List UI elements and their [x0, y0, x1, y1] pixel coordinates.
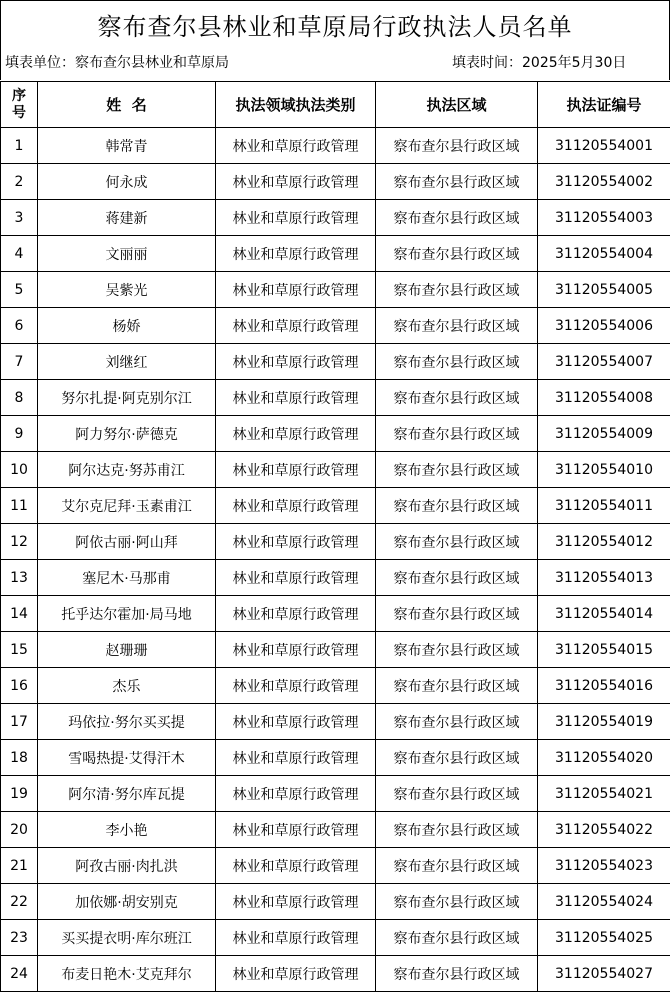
cell-seq: 23	[1, 920, 38, 956]
cell-region: 察布查尔县行政区域	[376, 524, 538, 560]
header-category: 执法领域执法类别	[216, 82, 376, 128]
cell-region: 察布查尔县行政区域	[376, 956, 538, 992]
cell-region: 察布查尔县行政区域	[376, 560, 538, 596]
cell-seq: 20	[1, 812, 38, 848]
table-row	[1, 920, 670, 956]
cell-region: 察布查尔县行政区域	[376, 416, 538, 452]
cell-seq: 12	[1, 524, 38, 560]
cell-region: 察布查尔县行政区域	[376, 776, 538, 812]
cell-name: 玛依拉·努尔买买提	[38, 704, 216, 740]
cell-seq: 7	[1, 344, 38, 380]
cell-seq: 22	[1, 884, 38, 920]
cell-cert: 31120554012	[538, 524, 670, 560]
header-seq	[1, 82, 38, 128]
table-row	[1, 848, 670, 884]
cell-region: 察布查尔县行政区域	[376, 272, 538, 308]
cell-category: 林业和草原行政管理	[216, 308, 376, 344]
cell-category: 林业和草原行政管理	[216, 884, 376, 920]
cell-category: 林业和草原行政管理	[216, 128, 376, 164]
cell-region: 察布查尔县行政区域	[376, 200, 538, 236]
table-row	[1, 416, 670, 452]
table-row	[1, 236, 670, 272]
cell-category: 林业和草原行政管理	[216, 272, 376, 308]
cell-cert: 31120554009	[538, 416, 670, 452]
cell-name: 塞尼木·马那甫	[38, 560, 216, 596]
cell-region: 察布查尔县行政区域	[376, 848, 538, 884]
cell-name: 托乎达尔霍加·局马地	[38, 596, 216, 632]
cell-category: 林业和草原行政管理	[216, 812, 376, 848]
table-row	[1, 560, 670, 596]
header-seq-line1: 序	[12, 87, 26, 104]
cell-name: 阿尔清·努尔库瓦提	[38, 776, 216, 812]
cell-cert: 31120554020	[538, 740, 670, 776]
cell-cert: 31120554007	[538, 344, 670, 380]
cell-category: 林业和草原行政管理	[216, 848, 376, 884]
cell-region: 察布查尔县行政区域	[376, 452, 538, 488]
meta-row	[0, 47, 670, 80]
cell-name: 李小艳	[38, 812, 216, 848]
cell-seq: 11	[1, 488, 38, 524]
cell-region: 察布查尔县行政区域	[376, 236, 538, 272]
cell-region: 察布查尔县行政区域	[376, 704, 538, 740]
cell-seq: 24	[1, 956, 38, 992]
cell-category: 林业和草原行政管理	[216, 524, 376, 560]
cell-name: 买买提衣明·库尔班江	[38, 920, 216, 956]
header-region: 执法区域	[376, 82, 538, 128]
cell-seq: 18	[1, 740, 38, 776]
table-row	[1, 740, 670, 776]
cell-cert: 31120554015	[538, 632, 670, 668]
table-row	[1, 668, 670, 704]
cell-cert: 31120554004	[538, 236, 670, 272]
table-header-row	[1, 82, 670, 128]
cell-name: 蒋建新	[38, 200, 216, 236]
cell-cert: 31120554001	[538, 128, 670, 164]
table-row	[1, 488, 670, 524]
cell-seq: 19	[1, 776, 38, 812]
cell-category: 林业和草原行政管理	[216, 164, 376, 200]
cell-cert: 31120554025	[538, 920, 670, 956]
table-row	[1, 380, 670, 416]
cell-region: 察布查尔县行政区域	[376, 920, 538, 956]
cell-cert: 31120554022	[538, 812, 670, 848]
cell-seq: 21	[1, 848, 38, 884]
cell-region: 察布查尔县行政区域	[376, 128, 538, 164]
cell-category: 林业和草原行政管理	[216, 200, 376, 236]
table-row	[1, 272, 670, 308]
cell-name: 加依娜·胡安别克	[38, 884, 216, 920]
cell-region: 察布查尔县行政区域	[376, 308, 538, 344]
cell-seq: 6	[1, 308, 38, 344]
table-row	[1, 128, 670, 164]
cell-cert: 31120554013	[538, 560, 670, 596]
table-row	[1, 776, 670, 812]
cell-cert: 31120554003	[538, 200, 670, 236]
cell-name: 刘继红	[38, 344, 216, 380]
cell-name: 阿力努尔·萨德克	[38, 416, 216, 452]
cell-category: 林业和草原行政管理	[216, 956, 376, 992]
cell-cert: 31120554021	[538, 776, 670, 812]
table-row	[1, 632, 670, 668]
cell-name: 赵珊珊	[38, 632, 216, 668]
cell-region: 察布查尔县行政区域	[376, 488, 538, 524]
cell-name: 韩常青	[38, 128, 216, 164]
table-row	[1, 524, 670, 560]
table-row	[1, 956, 670, 992]
cell-name: 艾尔克尼拜·玉素甫江	[38, 488, 216, 524]
cell-name: 吴紫光	[38, 272, 216, 308]
cell-region: 察布查尔县行政区域	[376, 812, 538, 848]
cell-category: 林业和草原行政管理	[216, 416, 376, 452]
cell-cert: 31120554002	[538, 164, 670, 200]
table-row	[1, 344, 670, 380]
header-cert: 执法证编号	[538, 82, 670, 128]
cell-seq: 10	[1, 452, 38, 488]
cell-cert: 31120554019	[538, 704, 670, 740]
cell-cert: 31120554014	[538, 596, 670, 632]
table-row	[1, 596, 670, 632]
cell-cert: 31120554024	[538, 884, 670, 920]
cell-category: 林业和草原行政管理	[216, 740, 376, 776]
cell-region: 察布查尔县行政区域	[376, 632, 538, 668]
cell-region: 察布查尔县行政区域	[376, 344, 538, 380]
cell-name: 布麦日艳木·艾克拜尔	[38, 956, 216, 992]
table-row	[1, 452, 670, 488]
cell-region: 察布查尔县行政区域	[376, 884, 538, 920]
header-seq-line2: 号	[12, 104, 26, 121]
filling-unit: 填表单位：察布查尔县林业和草原局	[5, 55, 229, 71]
cell-category: 林业和草原行政管理	[216, 596, 376, 632]
cell-name: 何永成	[38, 164, 216, 200]
cell-seq: 1	[1, 128, 38, 164]
table-row	[1, 200, 670, 236]
cell-name: 阿孜古丽·肉扎洪	[38, 848, 216, 884]
document-title: 察布查尔县林业和草原局行政执法人员名单	[0, 0, 670, 47]
cell-cert: 31120554011	[538, 488, 670, 524]
cell-seq: 15	[1, 632, 38, 668]
cell-cert: 31120554027	[538, 956, 670, 992]
table-body	[1, 128, 670, 992]
cell-name: 雪喝热提·艾得汗木	[38, 740, 216, 776]
cell-cert: 31120554005	[538, 272, 670, 308]
cell-name: 阿尔达克·努苏甫江	[38, 452, 216, 488]
cell-cert: 31120554008	[538, 380, 670, 416]
cell-seq: 8	[1, 380, 38, 416]
table-row	[1, 884, 670, 920]
cell-category: 林业和草原行政管理	[216, 704, 376, 740]
table-row	[1, 308, 670, 344]
personnel-table	[0, 81, 670, 992]
cell-category: 林业和草原行政管理	[216, 668, 376, 704]
cell-name: 文丽丽	[38, 236, 216, 272]
table-row	[1, 164, 670, 200]
cell-seq: 14	[1, 596, 38, 632]
cell-category: 林业和草原行政管理	[216, 236, 376, 272]
table-row	[1, 704, 670, 740]
cell-seq: 2	[1, 164, 38, 200]
cell-region: 察布查尔县行政区域	[376, 668, 538, 704]
cell-category: 林业和草原行政管理	[216, 488, 376, 524]
cell-seq: 9	[1, 416, 38, 452]
cell-category: 林业和草原行政管理	[216, 560, 376, 596]
cell-region: 察布查尔县行政区域	[376, 380, 538, 416]
cell-category: 林业和草原行政管理	[216, 632, 376, 668]
cell-name: 杨娇	[38, 308, 216, 344]
filling-time: 填表时间：2025年5月30日	[452, 55, 627, 71]
cell-seq: 13	[1, 560, 38, 596]
cell-cert: 31120554006	[538, 308, 670, 344]
header-name: 姓 名	[38, 82, 216, 128]
cell-seq: 4	[1, 236, 38, 272]
cell-cert: 31120554016	[538, 668, 670, 704]
cell-seq: 16	[1, 668, 38, 704]
cell-name: 杰乐	[38, 668, 216, 704]
cell-region: 察布查尔县行政区域	[376, 740, 538, 776]
cell-seq: 3	[1, 200, 38, 236]
cell-cert: 31120554023	[538, 848, 670, 884]
cell-name: 阿依古丽·阿山拜	[38, 524, 216, 560]
cell-category: 林业和草原行政管理	[216, 452, 376, 488]
cell-name: 努尔扎提·阿克别尔江	[38, 380, 216, 416]
cell-category: 林业和草原行政管理	[216, 776, 376, 812]
cell-region: 察布查尔县行政区域	[376, 164, 538, 200]
cell-seq: 5	[1, 272, 38, 308]
cell-seq: 17	[1, 704, 38, 740]
cell-cert: 31120554010	[538, 452, 670, 488]
cell-region: 察布查尔县行政区域	[376, 596, 538, 632]
cell-category: 林业和草原行政管理	[216, 380, 376, 416]
table-row	[1, 812, 670, 848]
cell-category: 林业和草原行政管理	[216, 344, 376, 380]
cell-category: 林业和草原行政管理	[216, 920, 376, 956]
